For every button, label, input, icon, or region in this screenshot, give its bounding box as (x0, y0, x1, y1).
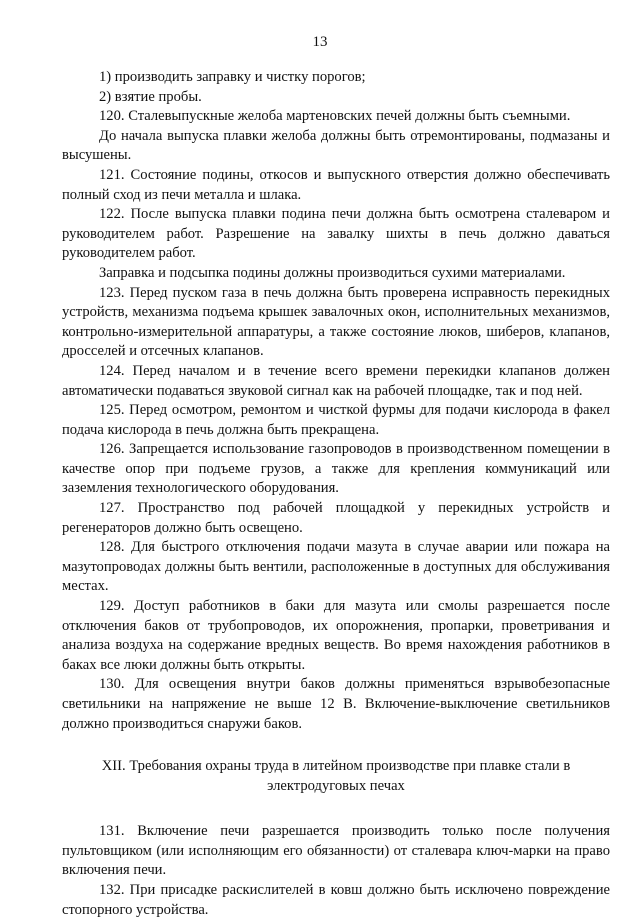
paragraph-127: 127. Пространство под рабочей площадкой у перекидных устройств и регенераторов должно быть освещено. (62, 500, 610, 536)
list-item-2: 2) взятие пробы. (99, 88, 202, 105)
paragraph-121: 121. Состояние подины, откосов и выпускного отверстия должно обеспечивать полный сход из печи металла и шлака. (62, 166, 610, 203)
paragraph-122: 122. После выпуска плавки подина печи должна быть осмотрена сталеваром и руководителем работ. Разрешение на завалку шихты в печь должно даваться руководителем работ. (62, 206, 610, 262)
paragraph-125: 125. Перед осмотром, ремонтом и чисткой фурмы для подачи кислорода в факел подача кислорода в печь должна быть прекращена. (62, 402, 610, 438)
paragraph-120: 120. Сталевыпускные желоба мартеновских печей должны быть съемными. (99, 108, 571, 125)
paragraph-123: 123. Перед пуском газа в печь должна быть проверена исправность перекидных устройств, механизма подъема крышек завалочных окон, исполнительных механизмов, контрольно-измерительной аппаратуры, а также состояние люков, шиберов, клапанов, дросселей и отсечных клапанов. (62, 284, 610, 360)
paragraph-124: 124. Перед началом и в течение всего времени перекидки клапанов должен автоматически подаваться звуковой сигнал как на рабочей площадке, так и под ней. (62, 362, 610, 399)
paragraph-120-continued: До начала выпуска плавки желоба должны быть отремонтированы, подмазаны и высушены. (62, 127, 610, 164)
paragraph-122-continued: Заправка и подсыпка подины должны производиться сухими материалами. (99, 264, 566, 281)
paragraph-130: 130. Для освещения внутри баков должны применяться взрывобезопасные светильники на напряжение не выше 12 В. Включение-выключение светильников должно производиться снаружи баков. (62, 676, 610, 732)
paragraph-131: 131. Включение печи разрешается производить только после получения пультовщиком (или исполняющим его обязанности) от сталевара ключ-марки на право включения печи. (62, 823, 610, 879)
list-item-1: 1) производить заправку и чистку порогов; (99, 69, 366, 85)
paragraph-128: 128. Для быстрого отключения подачи мазута в случае аварии или пожара на мазутопроводах должны быть вентили, расположенные в доступных для обслуживания местах. (62, 539, 610, 595)
paragraph-126: 126. Запрещается использование газопроводов в производственном помещении в качестве опор при подъеме грузов, а также для крепления коммуникаций или заземления технологического оборудования. (62, 441, 610, 497)
paragraph-129: 129. Доступ работников в баки для мазута или смолы разрешается после отключения баков от трубопроводов, их опорожнения, пропарки, проветривания и анализа воздуха на содержание вредных веществ. Во время нахождения работников в баках все люки должны быть открыты. (62, 598, 610, 673)
section-heading: XII. Требования охраны труда в литейном производстве при плавке стали в электродуговых печах (101, 758, 571, 795)
paragraph-132: 132. При присадке раскислителей в ковш должно быть исключено повреждение стопорного устройства. (62, 881, 610, 918)
page-number: 13 (312, 34, 328, 50)
body-text (62, 68, 610, 920)
